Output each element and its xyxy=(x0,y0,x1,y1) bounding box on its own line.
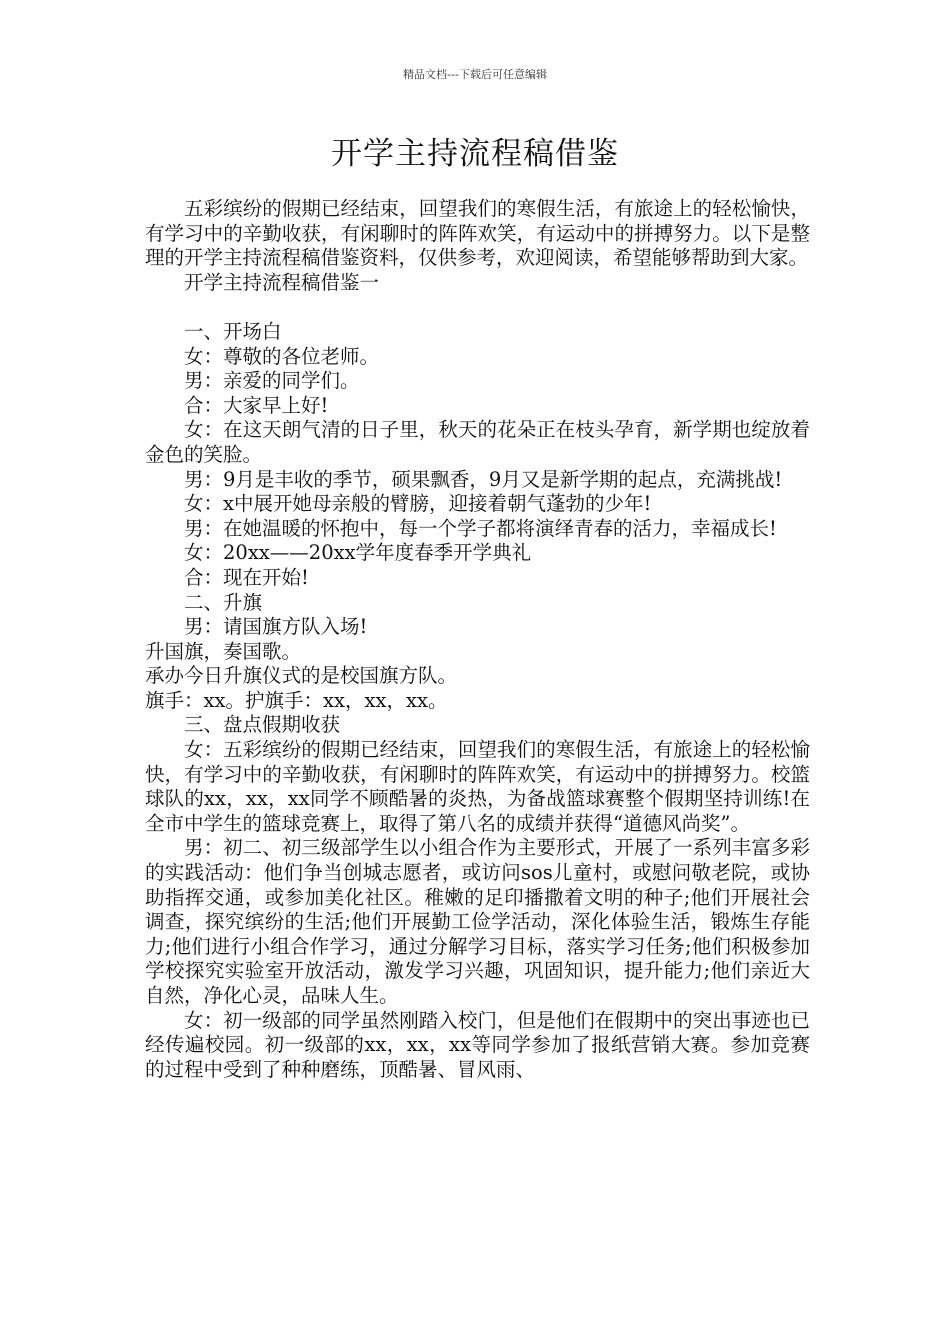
ceremony-line: 旗手：xx。护旗手：xx，xx，xx。 xyxy=(145,688,448,712)
dialogue-line: 男：亲爱的同学们。 xyxy=(184,369,360,393)
document-subtitle: 开学主持流程稿借鉴一 xyxy=(184,270,380,294)
dialogue-line: 男：请国旗方队入场! xyxy=(184,615,368,639)
dialogue-paragraph: 男：初二、初三级部学生以小组合作为主要形式，开展了一系列丰富多彩的实践活动：他们争当创城志愿者，或访问sos儿童村，或慰问敬老院，或协助指挥交通，或参加美化社区。稚嫩的足印播撒着文明的种子;他们开展社会调查，探究缤纷的生活;他们开展勤工俭学活动，深化体验生活，锻炼生存能力;他们进行小组合作学习，通过分解学习目标，落实学习任务;他们积极参加学校探究实验室开放活动，激发学习兴趣，巩固知识，提升能力;他们亲近大自然，净化心灵，品味人生。 xyxy=(145,836,810,1007)
intro-paragraph: 五彩缤纷的假期已经结束，回望我们的寒假生活，有旅途上的轻松愉快，有学习中的辛勤收获，有闲聊时的阵阵欢笑，有运动中的拼搏努力。以下是整理的开学主持流程稿借鉴资料，仅供参考，欢迎阅读，希望能够帮助到大家。 xyxy=(145,197,810,270)
dialogue-line: 男：在她温暖的怀抱中，每一个学子都将演绎青春的活力，幸福成长! xyxy=(184,516,777,540)
dialogue-line: 女：在这天朗气清的日子里，秋天的花朵正在枝头孕育，新学期也绽放着金色的笑脸。 xyxy=(145,418,810,466)
dialogue-line: 男：9月是丰收的季节，硕果飘香，9月又是新学期的起点，充满挑战! xyxy=(184,467,783,491)
dialogue-line: 合：现在开始! xyxy=(184,565,309,589)
section-heading: 一、开场白 xyxy=(184,319,282,343)
document-body xyxy=(145,197,810,1082)
dialogue-line: 女：x中展开她母亲般的臂膀，迎接着朝气蓬勃的少年! xyxy=(184,492,652,516)
dialogue-line: 女：20xx——20xx学年度春季开学典礼 xyxy=(184,541,532,565)
blank-line xyxy=(145,295,810,320)
dialogue-line: 合：大家早上好! xyxy=(184,393,329,417)
ceremony-line: 承办今日升旗仪式的是校国旗方队。 xyxy=(145,664,458,688)
page-header: 精品文档---下载后可任意编辑 xyxy=(403,68,547,81)
ceremony-line: 升国旗，奏国歌。 xyxy=(145,639,302,663)
document-title: 开学主持流程稿借鉴 xyxy=(331,136,619,172)
dialogue-paragraph: 女：初一级部的同学虽然刚踏入校门，但是他们在假期中的突出事迹也已经传遍校园。初一级部的xx，xx，xx等同学参加了报纸营销大赛。参加竞赛的过程中受到了种种磨练，顶酷暑、冒风雨、 xyxy=(145,1008,810,1081)
dialogue-line: 女：尊敬的各位老师。 xyxy=(184,344,380,368)
section-heading: 二、升旗 xyxy=(184,590,263,614)
dialogue-paragraph: 女：五彩缤纷的假期已经结束，回望我们的寒假生活，有旅途上的轻松愉快，有学习中的辛勤收获，有闲聊时的阵阵欢笑，有运动中的拼搏努力。校篮球队的xx，xx，xx同学不顾酷暑的炎热，为备战篮球赛整个假期坚持训练!在全市中学生的篮球竞赛上，取得了第八名的成绩并获得“道德风尚奖”。 xyxy=(145,738,810,835)
section-heading: 三、盘点假期收获 xyxy=(184,713,341,737)
